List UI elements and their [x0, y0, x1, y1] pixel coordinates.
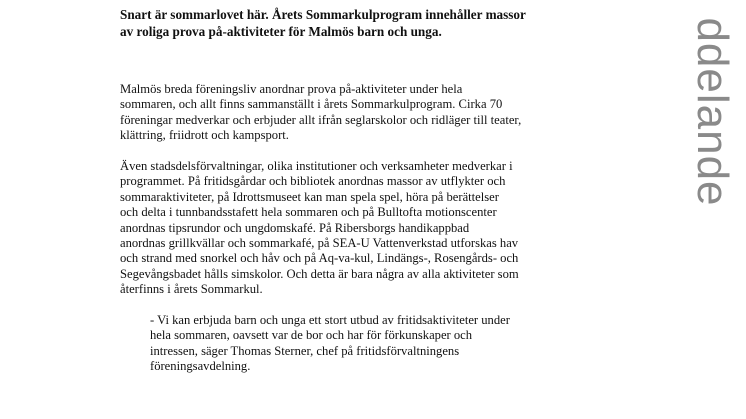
quote-paragraph: [150, 313, 590, 375]
article-body: [120, 82, 590, 390]
text-line: Även stadsdelsförvaltningar, olika institutioner och verksamheter medverkar i: [120, 159, 513, 174]
side-label: ddelande: [688, 17, 737, 207]
text-line: - Vi kan erbjuda barn och unga ett stort utbud av fritidsaktiviteter under: [150, 313, 510, 328]
text-line: intressen, säger Thomas Sterner, chef på fritidsförvaltningens: [150, 343, 460, 358]
body-paragraph-1: [120, 82, 590, 144]
body-paragraph-2: [120, 159, 590, 298]
lead-line: av roliga prova på-aktiviteter för Malmös barn och unga.: [120, 23, 442, 39]
text-line: Malmös breda föreningsliv anordnar prova på-aktiviteter under hela: [120, 82, 463, 96]
text-line: och delta i tunnbandsstafett hela sommaren och på Bulltofta motionscenter: [120, 205, 497, 220]
text-line: föreningar medverkar och erbjuder allt ifrån seglarskolor och ridläger till teater,: [120, 112, 522, 127]
text-line: sommaraktiviteter, på Idrottsmuseet kan man spela spel, höra på berättelser: [120, 189, 499, 204]
text-line: hela sommaren, oavsett var de bor och har för förkunskaper och: [150, 328, 473, 343]
lead-paragraph: [120, 7, 600, 40]
lead-line: Snart är sommarlovet här. Årets Sommarkulprogram innehåller massor: [120, 7, 526, 22]
text-line: programmet. På fritidsgårdar och bibliotek anordnas massor av utflykter och: [120, 174, 506, 189]
text-line: sommaren, och allt finns sammanställt i årets Sommarkulprogram. Cirka 70: [120, 97, 503, 112]
text-line: klättring, friidrott och kampsport.: [120, 128, 289, 143]
text-line: Segevångsbadet hålls simskolor. Och detta är bara några av alla aktiviteter som: [120, 266, 519, 281]
text-line: anordnas grillkvällar och sommarkafé, på SEA-U Vattenverkstad utforskas hav: [120, 236, 519, 251]
text-line: återfinns i årets Sommarkul.: [120, 282, 263, 297]
text-line: föreningsavdelning.: [150, 359, 251, 374]
text-line: anordnas tipsrundor och ungdomskafé. På Ribersborgs handikappbad: [120, 220, 470, 235]
text-line: och strand med snorkel och håv och på Aq-va-kul, Lindängs-, Rosengårds- och: [120, 251, 519, 266]
